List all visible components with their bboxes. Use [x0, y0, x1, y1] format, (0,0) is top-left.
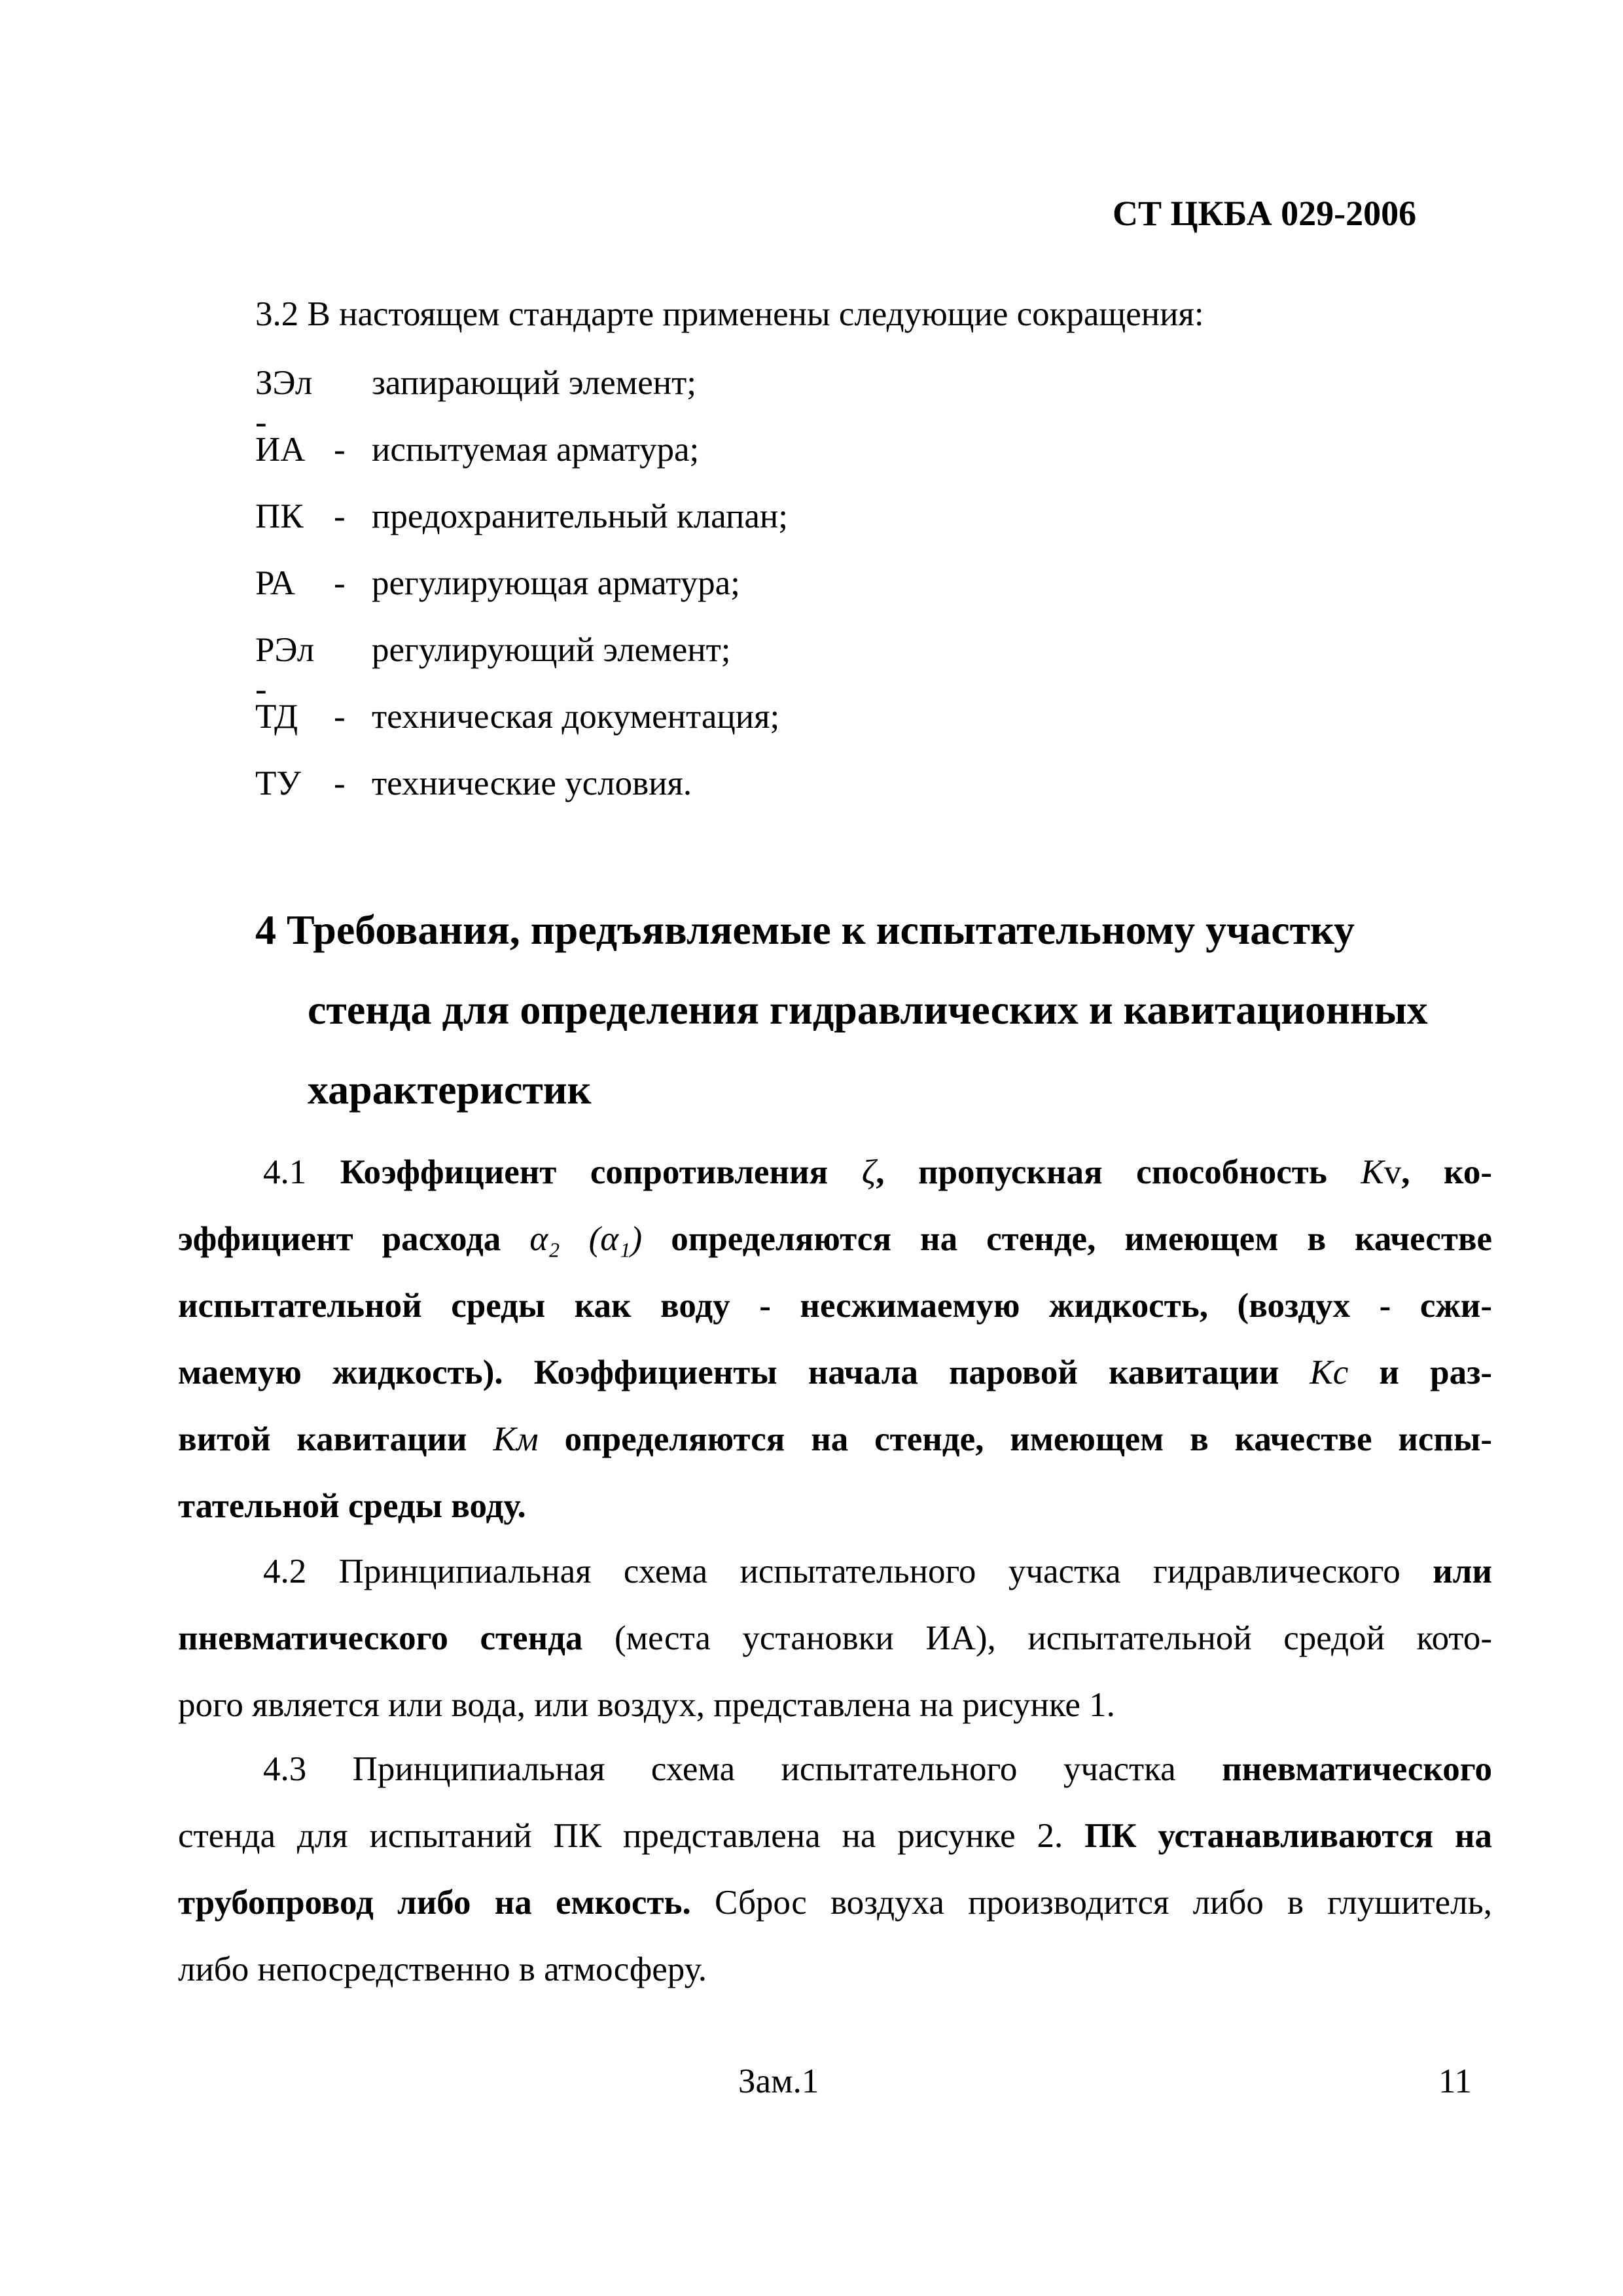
revision-note: Зам.1 — [738, 2062, 819, 2100]
paragraph-line — [178, 1605, 1492, 1672]
heading-line: характеристик — [308, 1066, 592, 1113]
paragraph-line — [178, 1869, 1492, 1936]
plain-text: либо непосредственно в атмосферу. — [178, 1950, 707, 1988]
abbreviation-code: ТД — [255, 698, 298, 736]
paragraph-line — [178, 1672, 1492, 1738]
plain-text: Сброс воздуха производится либо в глушитель, — [714, 1884, 1492, 1922]
bold-text: , пропускная способность — [876, 1153, 1327, 1191]
bold-text: определяются на стенде, имеющем в качестве испы- — [564, 1420, 1493, 1458]
bold-text: , ко- — [1401, 1153, 1493, 1191]
abbreviation-code: ТУ — [255, 764, 301, 802]
abbreviation-description: испытуемая арматура; — [372, 431, 700, 469]
paragraph-line — [178, 1406, 1492, 1473]
abbreviation-code: РА — [255, 564, 295, 602]
bold-text: ПК устанавливаются на — [1084, 1817, 1492, 1855]
bold-text: маемую жидкость). Коэффициенты начала паровой кавитации — [178, 1354, 1279, 1391]
abbreviation-dash: - — [334, 764, 346, 802]
heading-line: 4 Требования, предъявляемые к испытательному участку — [255, 906, 1355, 953]
paragraph-line — [178, 1538, 1492, 1605]
bold-text: трубопровод либо на емкость. — [178, 1884, 691, 1922]
abbreviation-description: регулирующая арматура; — [372, 564, 740, 602]
bold-text: или — [1433, 1552, 1493, 1590]
clause-number: 4.1 — [263, 1153, 307, 1191]
paragraph-line — [178, 1206, 1492, 1272]
paragraph-line — [178, 1139, 1492, 1206]
bold-text: Коэффициент сопротивления — [340, 1153, 829, 1191]
bold-text: испытательной среды как воду - несжимаемую жидкость, (воздух - сжи- — [178, 1287, 1492, 1325]
kc-symbol: Kс — [1310, 1354, 1349, 1391]
paragraph-line — [178, 1803, 1492, 1869]
page-number: 11 — [1438, 2062, 1472, 2100]
paragraph-4-2 — [178, 1538, 1492, 1738]
abbreviation-dash: - — [334, 564, 346, 602]
plain-text: (места установки ИА), испытательной средой кото- — [614, 1619, 1492, 1657]
plain-text: рого является или вода, или воздух, представлена на рисунке 1. — [178, 1686, 1115, 1724]
bold-text: и раз- — [1379, 1354, 1493, 1391]
kv-symbol: Kv — [1361, 1153, 1402, 1191]
abbreviation-code: ЗЭл - — [255, 364, 313, 441]
paragraph-line — [178, 1936, 1492, 2003]
plain-text: 4.3 Принципиальная схема испытательного участка — [263, 1750, 1176, 1788]
section-4-heading — [255, 890, 1499, 1130]
plain-text: 4.2 Принципиальная схема испытательного участка гидравлического — [263, 1552, 1400, 1590]
paragraph-line — [178, 1736, 1492, 1803]
heading-line: стенда для определения гидравлических и кавитационных — [308, 986, 1428, 1033]
abbreviation-dash: - — [334, 698, 346, 736]
paragraph-4-1 — [178, 1139, 1492, 1539]
abbreviation-description: технические условия. — [372, 764, 692, 802]
abbreviation-dash: - — [334, 497, 346, 535]
abbreviation-dash: - — [334, 431, 346, 469]
bold-text: определяются на стенде, имеющем в качестве — [671, 1220, 1493, 1258]
bold-text: пневматического — [1222, 1750, 1492, 1788]
document-code: СТ ЦКБА 029-2006 — [1113, 194, 1417, 233]
abbreviations-intro: 3.2 В настоящем стандарте применены следующие сокращения: — [255, 295, 1204, 333]
abbreviation-description: предохранительный клапан; — [372, 497, 788, 535]
abbreviation-description: запирающий элемент; — [372, 364, 696, 402]
abbreviation-code: РЭл - — [255, 631, 315, 708]
paragraph-line — [178, 1272, 1492, 1339]
paragraph-4-3 — [178, 1736, 1492, 2003]
bold-text: тательной среды воду. — [178, 1487, 526, 1525]
plain-text: стенда для испытаний ПК представлена на рисунке 2. — [178, 1817, 1063, 1855]
abbreviation-description: техническая документация; — [372, 698, 780, 736]
bold-text: эффициент расхода — [178, 1220, 501, 1258]
zeta-symbol: ζ — [861, 1153, 876, 1191]
abbreviation-code: ПК — [255, 497, 304, 535]
km-symbol: Kм — [493, 1420, 539, 1458]
bold-text: витой кавитации — [178, 1420, 467, 1458]
paragraph-line — [178, 1473, 1492, 1539]
bold-text: пневматического стенда — [178, 1619, 583, 1657]
abbreviation-code: ИА — [255, 431, 306, 469]
alpha-symbol: α₂ (α₁) — [529, 1220, 643, 1258]
abbreviation-description: регулирующий элемент; — [372, 631, 731, 669]
paragraph-line — [178, 1339, 1492, 1406]
